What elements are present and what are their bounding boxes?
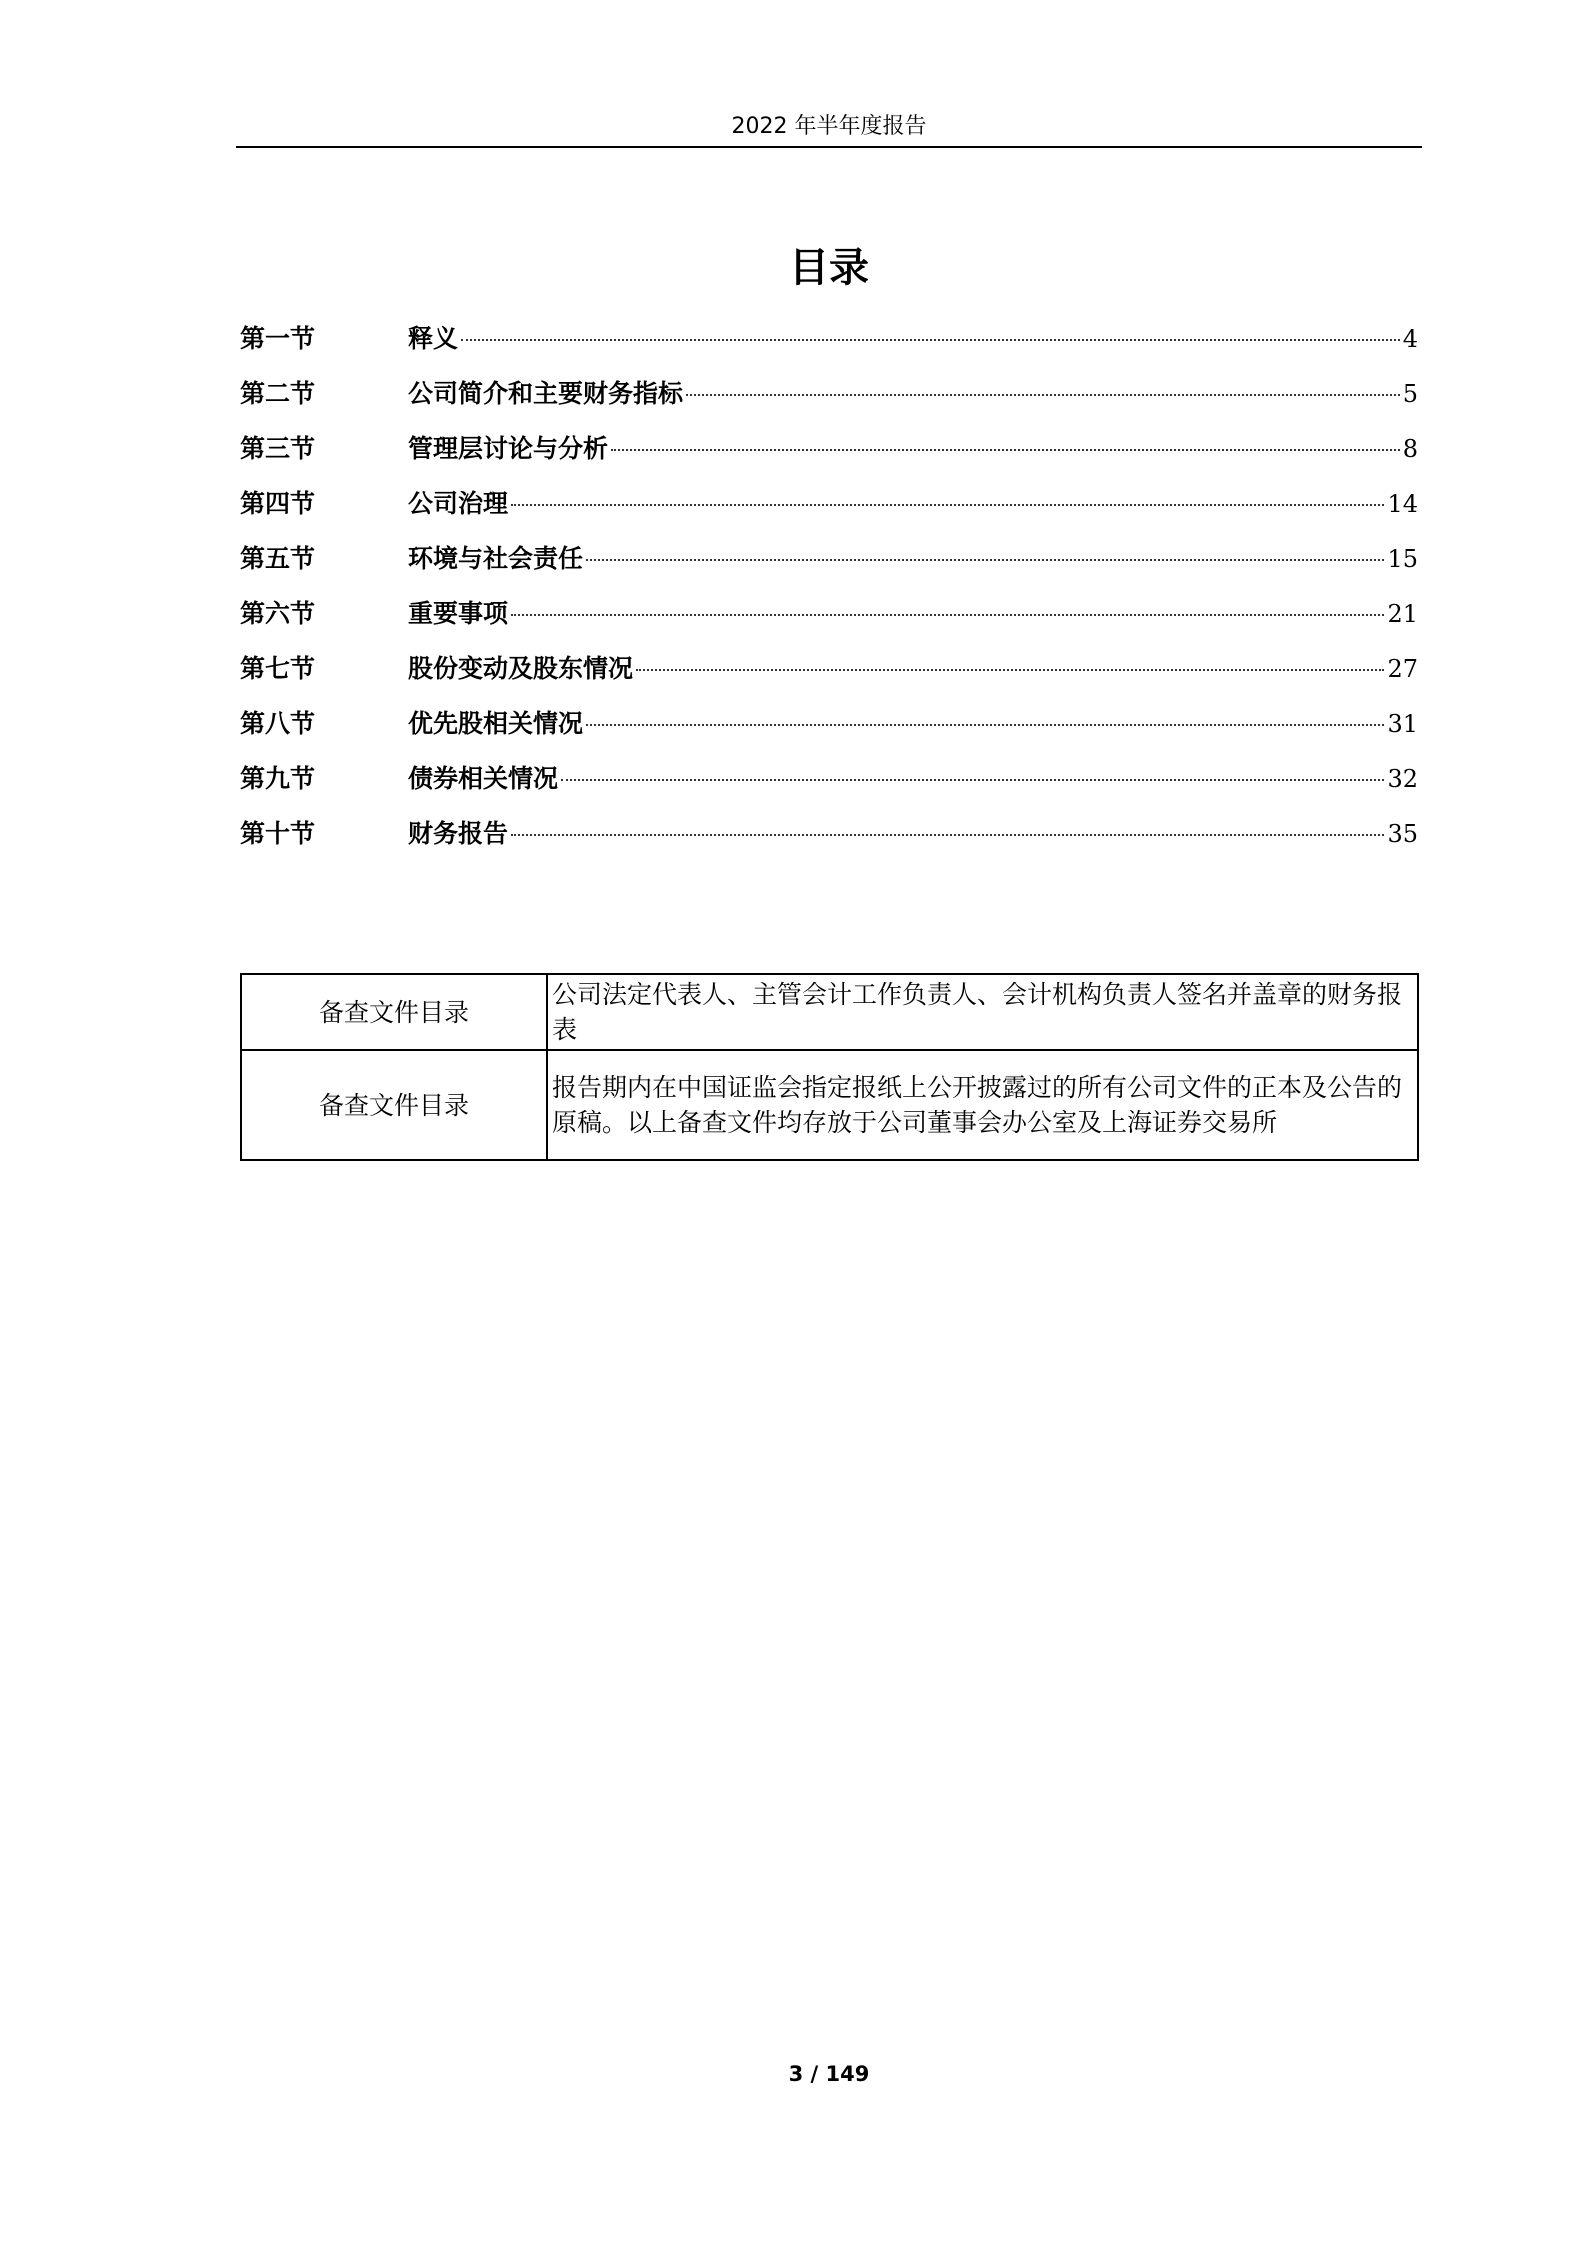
toc-section-number: 第九节 xyxy=(240,764,316,793)
table-of-contents xyxy=(240,322,1418,872)
toc-section-name: 优先股相关情况 xyxy=(408,709,584,738)
toc-page-number: 21 xyxy=(1387,600,1418,628)
toc-leader-dots xyxy=(511,834,1384,836)
toc-page-number: 8 xyxy=(1402,435,1418,463)
reference-doc-label: 备查文件目录 xyxy=(241,1050,547,1160)
toc-section-name: 重要事项 xyxy=(408,599,509,628)
toc-section-name: 公司简介和主要财务指标 xyxy=(408,379,684,408)
toc-page-number: 32 xyxy=(1387,765,1418,793)
toc-entry[interactable] xyxy=(240,652,1418,707)
toc-leader-dots xyxy=(686,394,1400,396)
header-divider xyxy=(236,146,1422,148)
toc-section-number: 第六节 xyxy=(240,599,316,628)
reference-documents-table xyxy=(240,973,1419,1161)
toc-leader-dots xyxy=(561,779,1384,781)
toc-section-name: 环境与社会责任 xyxy=(408,544,584,573)
toc-entry[interactable] xyxy=(240,762,1418,817)
reference-doc-content: 公司法定代表人、主管会计工作负责人、会计机构负责人签名并盖章的财务报表 xyxy=(547,974,1418,1050)
toc-page-number: 35 xyxy=(1387,820,1418,848)
toc-title: 目录 xyxy=(789,245,869,291)
toc-section-name: 释义 xyxy=(408,324,459,353)
toc-section-number: 第八节 xyxy=(240,709,316,738)
toc-entry[interactable] xyxy=(240,707,1418,762)
toc-leader-dots xyxy=(511,614,1384,616)
toc-leader-dots xyxy=(511,504,1384,506)
toc-leader-dots xyxy=(636,669,1384,671)
toc-page-number: 5 xyxy=(1402,380,1418,408)
toc-leader-dots xyxy=(586,559,1384,561)
table-row xyxy=(241,1050,1418,1160)
page-header-title: 2022 年半年度报告 xyxy=(731,114,927,139)
reference-doc-content: 报告期内在中国证监会指定报纸上公开披露过的所有公司文件的正本及公告的原稿。以上备查文件均存放于公司董事会办公室及上海证券交易所 xyxy=(547,1050,1418,1160)
toc-entry[interactable] xyxy=(240,432,1418,487)
toc-page-number: 27 xyxy=(1387,655,1418,683)
toc-entry[interactable] xyxy=(240,322,1418,377)
toc-section-number: 第十节 xyxy=(240,819,316,848)
toc-entry[interactable] xyxy=(240,542,1418,597)
toc-entry[interactable] xyxy=(240,487,1418,542)
toc-leader-dots xyxy=(461,339,1400,341)
toc-entry[interactable] xyxy=(240,377,1418,432)
toc-leader-dots xyxy=(611,449,1400,451)
toc-section-number: 第一节 xyxy=(240,324,316,353)
toc-section-name: 公司治理 xyxy=(408,489,509,518)
toc-page-number: 14 xyxy=(1387,490,1418,518)
toc-section-number: 第二节 xyxy=(240,379,316,408)
toc-section-number: 第七节 xyxy=(240,654,316,683)
toc-page-number: 31 xyxy=(1387,710,1418,738)
toc-page-number: 15 xyxy=(1387,545,1418,573)
toc-section-name: 债券相关情况 xyxy=(408,764,559,793)
toc-section-number: 第四节 xyxy=(240,489,316,518)
table-row xyxy=(241,974,1418,1050)
toc-leader-dots xyxy=(586,724,1384,726)
toc-section-number: 第五节 xyxy=(240,544,316,573)
page-indicator: 3 / 149 xyxy=(788,2062,870,2086)
toc-section-name: 财务报告 xyxy=(408,819,509,848)
toc-section-name: 股份变动及股东情况 xyxy=(408,654,634,683)
toc-entry[interactable] xyxy=(240,817,1418,872)
toc-section-name: 管理层讨论与分析 xyxy=(408,434,609,463)
toc-section-number: 第三节 xyxy=(240,434,316,463)
reference-doc-label: 备查文件目录 xyxy=(241,974,547,1050)
toc-page-number: 4 xyxy=(1402,325,1418,353)
toc-entry[interactable] xyxy=(240,597,1418,652)
